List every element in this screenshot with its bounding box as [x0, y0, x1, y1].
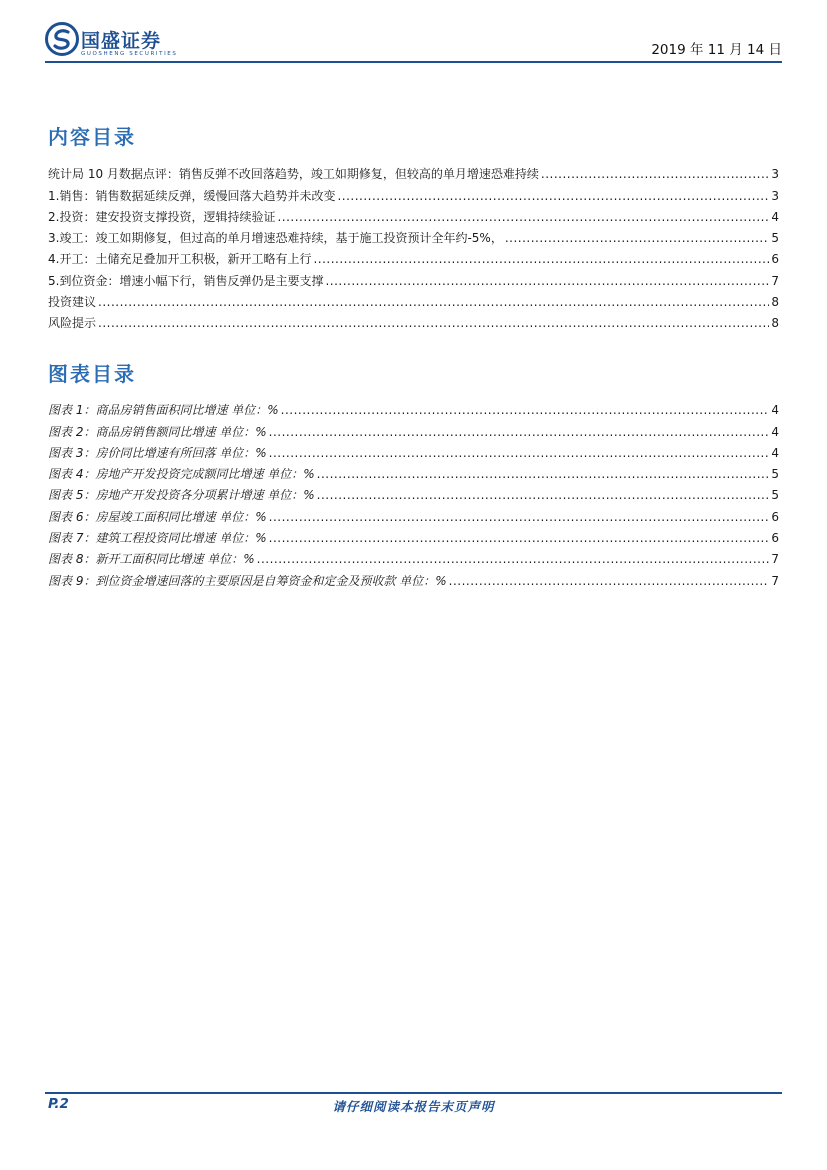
- toc-item[interactable]: [48, 181, 779, 202]
- toc-item-page: 5: [771, 231, 779, 246]
- toc-item[interactable]: [48, 288, 779, 309]
- dot-leader: [337, 189, 769, 203]
- toc-item[interactable]: [48, 245, 779, 266]
- figure-item[interactable]: [48, 566, 779, 587]
- figure-list-heading: 图表目录: [48, 362, 136, 386]
- toc-item[interactable]: [48, 266, 779, 287]
- toc-item-label: 2.投资：建安投资支撑投资，逻辑持续验证: [48, 209, 276, 224]
- figure-item-label: 图表 4：房地产开发投资完成额同比增速 单位：%: [48, 467, 315, 482]
- figure-item-label: 图表 1：商品房销售面积同比增速 单位：%: [48, 403, 279, 418]
- figure-item-label: 图表 3：房价同比增速有所回落 单位：%: [48, 445, 267, 460]
- figure-item-label: 图表 7：建筑工程投资同比增速 单位：%: [48, 531, 267, 546]
- toc-item[interactable]: [48, 160, 779, 181]
- figure-list: [48, 396, 779, 588]
- figure-item[interactable]: [48, 545, 779, 566]
- figure-item[interactable]: [48, 481, 779, 502]
- figure-item-page: 5: [771, 467, 779, 482]
- toc-heading: 内容目录: [48, 125, 136, 149]
- figure-item-page: 7: [771, 573, 779, 588]
- report-date: 2019 年 11 月 14 日: [651, 42, 782, 58]
- figure-item-label: 图表 5：房地产开发投资各分项累计增速 单位：%: [48, 488, 315, 503]
- toc-item-page: 8: [771, 295, 779, 310]
- dot-leader: [505, 231, 770, 245]
- figure-item-page: 4: [771, 424, 779, 439]
- figure-item-label: 图表 9：到位资金增速回落的主要原因是自筹资金和定金及预收款 单位：%: [48, 573, 447, 588]
- dot-leader: [541, 167, 769, 181]
- figure-item[interactable]: [48, 417, 779, 438]
- header-divider: [45, 61, 782, 63]
- dot-leader: [269, 425, 770, 439]
- dot-leader: [269, 446, 770, 460]
- toc-item-label: 3.竣工：竣工如期修复，但过高的单月增速恐难持续，基于施工投资预计全年约-5%，: [48, 231, 503, 246]
- figure-item[interactable]: [48, 460, 779, 481]
- footer-disclaimer: 请仔细阅读本报告末页声明: [332, 1099, 495, 1114]
- figure-item-page: 4: [771, 445, 779, 460]
- figure-item-page: 6: [771, 509, 779, 524]
- toc-item-label: 4.开工：土储充足叠加开工积极，新开工略有上行: [48, 252, 312, 267]
- dot-leader: [269, 510, 770, 524]
- dot-leader: [269, 531, 770, 545]
- page-number: P.2: [48, 1096, 69, 1112]
- guosheng-logo-icon: [45, 22, 79, 56]
- toc-item[interactable]: [48, 203, 779, 224]
- toc-item-label: 统计局 10 月数据点评：销售反弹不改回落趋势，竣工如期修复，但较高的单月增速恐难持续: [48, 167, 539, 182]
- toc-item-label: 投资建议: [48, 295, 97, 310]
- brand-name: 国盛证券: [81, 30, 162, 52]
- figure-item-page: 7: [771, 552, 779, 567]
- figure-item-label: 图表 8：新开工面积同比增速 单位：%: [48, 552, 255, 567]
- footer-divider: [45, 1092, 782, 1094]
- toc-item[interactable]: [48, 224, 779, 245]
- toc-item-label: 风险提示: [48, 316, 97, 331]
- figure-item-page: 5: [771, 488, 779, 503]
- page-header: [45, 22, 782, 62]
- dot-leader: [98, 316, 769, 330]
- toc-item-page: 3: [771, 167, 779, 182]
- toc-item-page: 8: [771, 316, 779, 331]
- dot-leader: [257, 552, 770, 566]
- figure-item-page: 6: [771, 531, 779, 546]
- dot-leader: [98, 295, 769, 309]
- toc-item-label: 1.销售：销售数据延续反弹，缓慢回落大趋势并未改变: [48, 188, 336, 203]
- figure-item-label: 图表 6：房屋竣工面积同比增速 单位：%: [48, 509, 267, 524]
- toc-item-label: 5.到位资金：增速小幅下行，销售反弹仍是主要支撑: [48, 273, 324, 288]
- figure-item[interactable]: [48, 502, 779, 523]
- toc-item-page: 6: [771, 252, 779, 267]
- dot-leader: [317, 467, 770, 481]
- toc-item-page: 7: [771, 273, 779, 288]
- toc-item[interactable]: [48, 309, 779, 330]
- dot-leader: [313, 252, 769, 266]
- figure-item-page: 4: [771, 403, 779, 418]
- dot-leader: [317, 488, 770, 502]
- brand-logo: [45, 22, 185, 62]
- brand-subtitle: GUOSHENG SECURITIES: [81, 51, 178, 57]
- dot-leader: [281, 403, 770, 417]
- figure-item[interactable]: [48, 396, 779, 417]
- figure-item[interactable]: [48, 524, 779, 545]
- toc-item-page: 4: [771, 209, 779, 224]
- figure-item-label: 图表 2：商品房销售额同比增速 单位：%: [48, 424, 267, 439]
- toc-list: [48, 160, 779, 330]
- figure-item[interactable]: [48, 439, 779, 460]
- dot-leader: [277, 210, 769, 224]
- dot-leader: [325, 274, 769, 288]
- dot-leader: [449, 574, 770, 588]
- toc-item-page: 3: [771, 188, 779, 203]
